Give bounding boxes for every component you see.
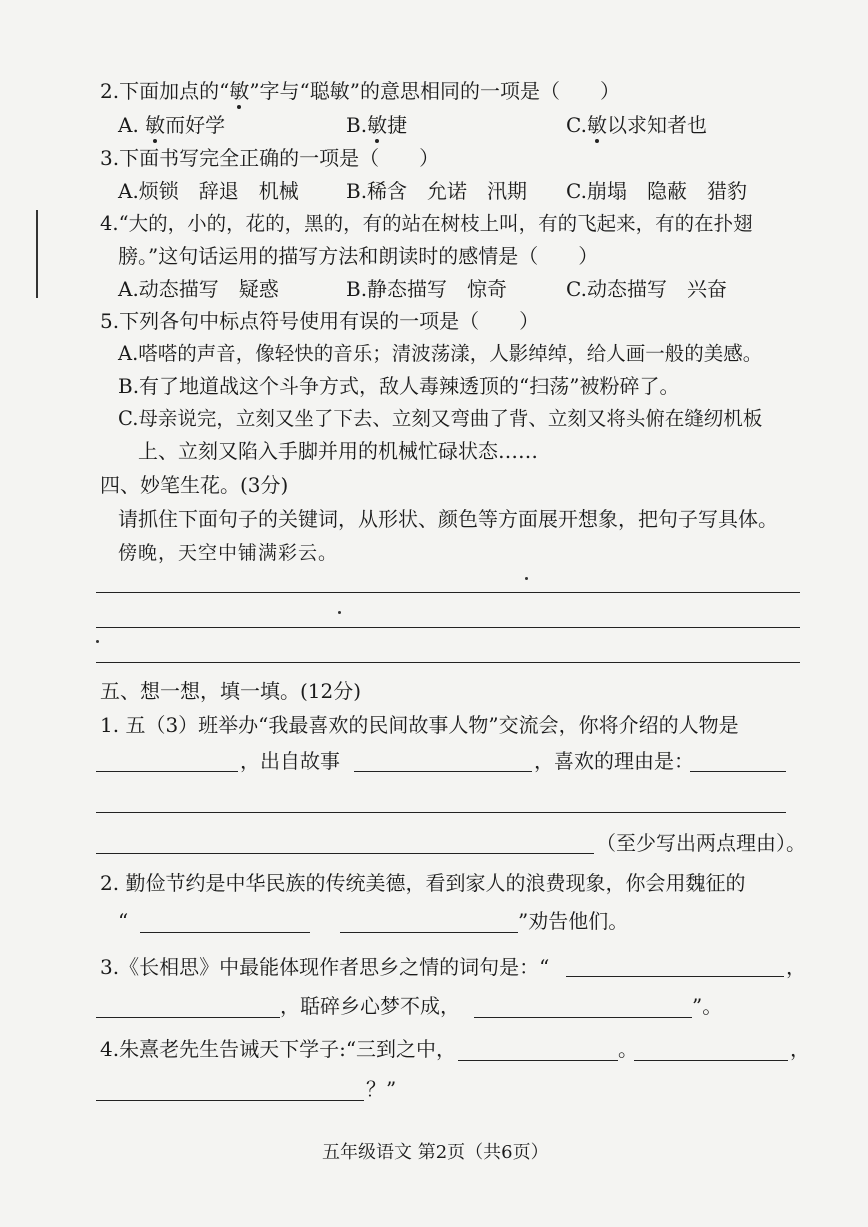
q2-option-c-char: 敏 [586,113,607,137]
q4-option-c[interactable]: C.动态描写 兴奋 [566,277,727,301]
q3-option-b[interactable]: B.稀含 允诺 汛期 [346,179,528,203]
s5-q3-line1: 3.《长相思》中最能体现作者思乡之情的词句是：“ [100,955,550,979]
q4-option-b[interactable]: B.静态描写 惊奇 [346,277,508,301]
q2-stem [100,78,620,104]
q2-option-a-rest: 而好学 [165,113,226,137]
s5-q4-period: 。 [618,1037,638,1061]
s5-q1-reason-line-3[interactable] [96,853,594,854]
s5-q4-end: ？” [366,1077,397,1101]
s5-q1-reason-line-2[interactable] [96,812,786,813]
s5-q1-mid1: ，出自故事 [240,749,340,773]
section5-heading: 五、想一想，填一填。(12分) [100,679,362,703]
s5-q3-end: ”。 [692,994,723,1018]
scan-speck [338,611,341,614]
s5-q1-reason-blank-1[interactable] [690,771,786,772]
q4-stem-line1: 4.“大的，小的，花的，黑的，有的站在树枝上叫，有的飞起来，有的在扑翅 [100,212,753,235]
scan-speck [525,577,528,580]
section4-heading: 四、妙笔生花。(3分) [100,473,289,497]
q5-option-c-line1[interactable]: C.母亲说完，立刻又坐了下去、立刻又弯曲了背、立刻又将头俯在缝纫机板 [118,407,763,430]
q4-option-a[interactable]: A.动态描写 疑惑 [118,277,279,301]
q2-option-a-char: 敏 [145,113,166,137]
q2-option-b-char: 敏 [367,113,388,137]
s5-q3-blank-1[interactable] [566,976,784,977]
s5-q4-blank-1[interactable] [458,1060,618,1061]
s5-q3-blank-2[interactable] [96,1017,280,1018]
page-footer: 五年级语文 第2页（共6页） [322,1142,549,1163]
writing-line-2[interactable] [96,627,800,628]
section4-sentence: 傍晚，天空中铺满彩云。 [118,542,339,564]
q3-option-c[interactable]: C.崩塌 隐蔽 猎豹 [566,179,747,203]
q2-option-a-letter: A. [118,113,146,137]
s5-q4-line1: 4.朱熹老先生告诫天下学子:“三到之中， [100,1037,457,1061]
q2-option-b-letter: B. [346,113,368,137]
s5-q3-mid: ，聒碎乡心梦不成， [280,994,460,1018]
s5-q4-blank-2[interactable] [634,1060,788,1061]
s5-q2-blank-1[interactable] [140,932,310,933]
s5-q2-blank-2[interactable] [340,932,518,933]
s5-q1-person-blank[interactable] [96,771,238,772]
s5-q1-line1: 1. 五（3）班举办“我最喜欢的民间故事人物”交流会，你将介绍的人物是 [100,713,739,737]
s5-q2-line1: 2. 勤俭节约是中华民族的传统美德，看到家人的浪费现象，你会用魏征的 [100,871,746,895]
s5-q3-blank-3[interactable] [474,1017,692,1018]
q2-stem-prefix: 2.下面加点的“ [100,79,230,103]
q2-option-b-rest: 捷 [387,113,408,137]
s5-q1-mid2: ，喜欢的理由是： [534,749,694,773]
q2-option-b[interactable] [346,112,407,138]
q4-stem-line2: 膀。”这句话运用的描写方法和朗读时的感情是（ ） [118,244,599,268]
s5-q1-end: （至少写出两点理由）。 [596,831,806,855]
s5-q4-comma: ， [790,1037,810,1061]
margin-bracket [36,210,38,298]
scan-speck [96,640,99,643]
section4-instruction: 请抓住下面句子的关键词，从形状、颜色等方面展开想象，把句子写具体。 [118,507,778,531]
q5-stem: 5.下列各句中标点符号使用有误的一项是（ ） [100,309,540,333]
q2-stem-emphasized-char: 敏 [229,79,250,103]
q5-option-a[interactable]: A.嗒嗒的声音，像轻快的音乐；清波荡漾，人影绰绰，给人画一般的美感。 [118,342,763,365]
q2-stem-suffix: ”字与“聪敏”的意思相同的一项是（ ） [249,79,620,103]
s5-q2-close: ”劝告他们。 [518,909,629,933]
q2-option-c-letter: C. [566,113,587,137]
writing-line-3[interactable] [96,662,800,663]
q2-option-c-rest: 以求知者也 [606,113,707,137]
s5-q2-open-quote: “ [118,909,129,933]
q5-option-c-line2: 上、立刻又陷入手脚并用的机械忙碌状态…… [138,439,538,463]
q2-option-a[interactable] [118,112,225,138]
s5-q4-blank-3[interactable] [96,1100,364,1101]
writing-line-1[interactable] [96,592,800,593]
s5-q1-story-blank[interactable] [354,771,532,772]
q3-option-a[interactable]: A.烦锁 辞退 机械 [118,179,299,203]
s5-q3-comma: ， [786,955,806,979]
q3-stem: 3.下面书写完全正确的一项是（ ） [100,146,440,170]
q2-option-c[interactable] [566,112,707,138]
q5-option-b[interactable]: B.有了地道战这个斗争方式，敌人毒辣透顶的“扫荡”被粉碎了。 [118,374,680,398]
